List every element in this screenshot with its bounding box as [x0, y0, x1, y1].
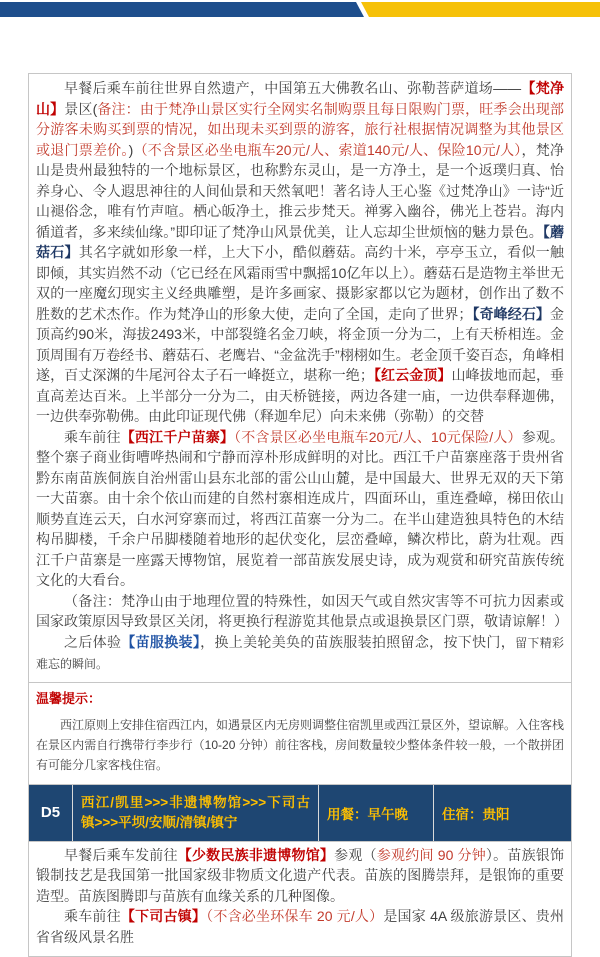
- text-run: 金顶高约90米，海拔2493米，中部裂缝名金刀峡，将金顶一分为二，上有天桥相连。金顶周围有万卷经书、蘑菇石、老鹰岩、“金盆洗手”栩栩如生。老金顶千姿百态，角峰相遂，百丈深渊的牛尾河谷太子石一峰挺立，堪称一绝；: [36, 305, 565, 383]
- meals-cell: 用餐：早午晚: [318, 785, 433, 841]
- tips-body: [36, 715, 564, 775]
- text-run: 留下精彩难忘的瞬间。: [36, 635, 565, 671]
- text-run: ）。苗族银饰锻制技艺是我国第一批国家级非物质文化遗产代表。苗族的图腾崇拜，是银饰的重要造型。苗族图腾即与苗族有血缘关系的几种图像。: [36, 846, 565, 904]
- text-run: 早餐后乘车前往世界自然遗产，中国第五大佛教名山、弥勒菩萨道场——: [64, 80, 522, 96]
- text-run: （不含景区必坐电瓶车20元/人、10元保险/人）: [234, 428, 522, 445]
- route-cell: [72, 785, 318, 841]
- header-decoration-band: [0, 2, 600, 17]
- text-run: 山峰拔地而起，垂直高差达百米。上半部分一分为二，由天桥链接，两边各建一庙，一边供奉释迦佛，一边供奉弥勒佛。由此印证现代佛（释迦牟尼）向未来佛（弥勒）的交替: [36, 367, 565, 424]
- itinerary-table: [28, 73, 572, 957]
- paragraph: [36, 78, 564, 427]
- text-run: 【苗服换装】: [121, 633, 201, 650]
- route-line-1: 西江/凯里>>>非遗博物馆>>>下司古: [81, 794, 310, 810]
- text-run: 【西江千户苗寨】: [120, 428, 235, 445]
- text-run: 备注：由于梵净山景区实行全网实名制购票且每日限购门票，旺季会出现部分游客未购买到票的情况，如出现未买到票的游客，旅行社根据情况调整为其他景区或退门票差价。: [36, 100, 565, 158]
- band-blue-shape: [0, 2, 370, 17]
- day-number-cell: D5: [40, 804, 61, 821]
- paragraph: [36, 715, 564, 775]
- text-run: ，换上美轮美奂的苗族服装拍照留念，按下快门，: [200, 633, 516, 650]
- text-run: （备注：梵净山由于地理位置的特殊性，如因天气或自然灾害等不可抗力因素或国家政策原因导致景区关闭，将更换行程游览其他景点或退换景区门票，敬请谅解！）: [36, 592, 568, 629]
- paragraph: [36, 906, 564, 947]
- text-run: 参观约间 90 分钟: [376, 846, 486, 863]
- text-run: 【少数民族非遗博物馆】: [177, 846, 335, 863]
- text-run: （不含必坐环保车 20 元/人）: [206, 908, 384, 924]
- text-run: 西江原则上安排住宿西江内，如遇景区内无房则调整住宿凯里或西江景区外，望谅解。入住客栈在景区内需自行携带行李步行（10-20 分钟）前往客栈，房间数量较少整体条件较一般，一个散拼团有可能分几家客栈住宿。: [36, 717, 565, 772]
- tips-label: 温馨提示：: [36, 690, 102, 706]
- text-run: 参观（: [334, 846, 377, 863]
- text-run: ，梵净山是贵州最独特的一个地标景区，也称黔东灵山，是一方净土，是一个返璞归真、怡养身心、令人遐思神往的人间仙景和天然氧吧！著名诗人王心鉴《过梵净山》一诗“近山褪俗念，唯有竹声喧。栖心皈净土，推云步梵天。禅雾入幽谷，佛光上苍岩。海内循道者，多来续仙缘。”即印证了梵净山风景优美，让人忘却尘世烦恼的魅力景色。: [36, 141, 565, 240]
- text-run: 【红云金顶】: [373, 367, 452, 383]
- lodging-cell: 住宿：贵阳: [433, 785, 571, 841]
- text-run: 其名字就如形象一样，上大下小，酷似蘑菇。高约十米，亭亭玉立，看似一触即倾，其实岿然不动（它已经在风霜雨雪中飘摇10亿年以上）。蘑菇石是造物主举世无双的一座魔幻现实主义经典雕塑，是许多画家、摄影家都以它为题材，创作出了数不胜数的艺术杰作。作为梵净山的形象大使，走向了全国，走向了世界；: [36, 244, 565, 322]
- text-run: 景区(: [64, 100, 98, 117]
- paragraph: [36, 591, 568, 632]
- text-run: ): [128, 141, 134, 158]
- band-yellow-shape: [355, 2, 600, 17]
- paragraph: [36, 845, 564, 907]
- text-run: 是国家 4A 级旅游景区、贵州省省级风景名胜: [36, 908, 565, 945]
- day5-description-cell: [29, 841, 571, 957]
- tips-cell: [29, 682, 571, 784]
- text-run: 乘车前往: [64, 908, 121, 924]
- text-run: 【蘑菇石】: [36, 223, 564, 260]
- text-run: 之后体验: [64, 633, 122, 650]
- text-run: 【下司古镇】: [120, 908, 207, 924]
- text-run: 【梵净山】: [36, 80, 565, 117]
- day5-header-row: [29, 784, 571, 841]
- day4-description-cell: [29, 74, 571, 682]
- paragraph: [36, 632, 564, 675]
- route-line-2: 镇>>>平坝/安顺/清镇/镇宁: [81, 814, 238, 830]
- text-run: 【奇峰经石】: [472, 305, 551, 322]
- text-run: （不含景区必坐电瓶车20元/人、索道140元/人、保险10元/人）: [133, 141, 522, 158]
- paragraph: [36, 427, 564, 591]
- text-run: 参观。整个寨子商业街嘈哗热闹和宁静而淳朴形成鲜明的对比。西江千户苗寨座落于贵州省黔东南苗族侗族自治州雷山县东北部的雷公山山麓，是中国最大、世界无双的天下第一大苗寨。由十余个依山而建的自然村寨相连成片，四面环山，重连叠嶂，梯田依山顺势直连云天，白水河穿寨而过，将西江苗寨一分为二。在半山建造独具特色的木结构吊脚楼，千余户吊脚楼随着地形的起伏变化，层峦叠嶂，鳞次栉比，蔚为壮观。西江千户苗寨是一座露天博物馆，展览着一部苗族发展史诗，成为观赏和研究苗族传统文化的大看台。: [36, 428, 565, 588]
- text-run: 早餐后乘车发前往: [64, 846, 178, 863]
- text-run: 乘车前往: [64, 428, 121, 445]
